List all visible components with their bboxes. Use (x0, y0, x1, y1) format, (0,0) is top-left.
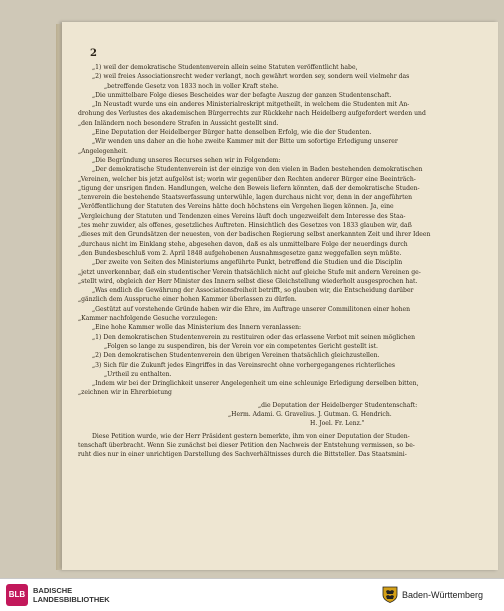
text-line: „den Inländern noch besondere Strafen in Aussicht gestellt sind. (78, 119, 279, 127)
library-name-line1: BADISCHE (33, 586, 73, 595)
text-line: „Wir wenden uns daher an die hohe zweite Kammer mit der Bitte um sofortige Erledigung unserer (92, 138, 398, 146)
text-line: „Indem wir bei der Dringlichkeit unserer Angelegenheit um eine schleunige Erledigung derselben bitten, (92, 380, 419, 388)
text-line: „Herm. Adami. G. Gravelius. J. Gutman. G. Hendrich. (228, 410, 392, 418)
text-line: „1) Den demokratischen Studentenverein zu restituiren oder das erlassene Verbot mit seinen möglichen (92, 333, 416, 341)
text-line: „tenverein die bestehende Staatsverfassung unterwühle, lagen durchaus nicht vor, denn in der angeführten (78, 194, 413, 202)
text-line: „Die Begründung unseres Recurses sehen wir in Folgendem: (92, 156, 281, 164)
text-line: „Urtheil zu enthalten. (104, 370, 172, 378)
text-line: „Was endlich die Gewährung der Associationsfreiheit betrifft, so glauben wir, die Entscheidung darüber (92, 287, 414, 295)
state-name[interactable]: Baden-Württemberg (402, 590, 484, 600)
text-line: „jetzt unverkennbar, daß ein studentischer Verein thatsächlich nicht auf gleiche Stufe mit andern Vereinen ge- (78, 268, 421, 276)
text-line: „durchaus nicht im Einklang stehe, abgesehen davon, daß es als unmittelbare Folge der neuerdings durch (78, 240, 408, 248)
text-line: „3) Sich für die Zukunft jedes Eingriffes in das Vereinsrecht ohne vorhergegangenes richterliches (92, 361, 396, 369)
text-line: H. Joel. Fr. Lenz." (310, 420, 365, 428)
footer-bar (0, 578, 504, 611)
text-line: „Folgen so lange zu suspendiren, bis der Verein vor ein competentes Gericht gestellt ist. (104, 342, 378, 350)
text-line: „Eine Deputation der Heidelberger Bürger hatte denselben Erfolg, wie die der Studenten. (92, 129, 372, 137)
text-line: Diese Petition wurde, wie der Herr Präsident gestern bemerkte, ihm von einer Deputation der Studen- (92, 432, 410, 440)
text-line: „betreffende Gesetz von 1833 noch in voller Kraft stehe. (104, 82, 279, 90)
text-line: „gänzlich dem Ausspruche einer hohen Kammer überlassen zu dürfen. (78, 296, 297, 304)
text-line: „Gestützt auf vorstehende Gründe haben wir die Ehre, im Auftrage unserer Commilitonen einer hohen (92, 305, 411, 313)
text-line: „Angelegenheit. (78, 147, 128, 155)
library-name[interactable] (33, 586, 110, 604)
text-line: „Veröffentlichung der Statuten des Vereins hätte doch höchstens ein Vergehen liegen können. Ja, eine (78, 203, 394, 211)
text-line: „Eine hohe Kammer wolle das Ministerium des Innern veranlassen: (92, 324, 302, 332)
text-line: „die Deputation der Heidelberger Studentenschaft: (258, 401, 418, 409)
text-line: „tes mehr zuwider, als offenes, gesetzliches Auftreten. Hinsichtlich des Gesetzes von 1833 glauben wir, daß (78, 222, 412, 230)
library-name-line2: LANDESBIBLIOTHEK (33, 595, 110, 604)
text-line: drohung des Verlustes des akademischen Bürgerrechts zur Rückkehr nach Heidelberg aufgefordert werden und (78, 110, 426, 118)
text-line: „tigung der unsrigen finden. Handlungen, welche den Beweis liefern könnten, daß der demokratische Studen- (78, 184, 420, 192)
text-line: „Kammer nachfolgende Gesuche vorzulegen: (78, 315, 218, 323)
text-line: ruht dies nur in einer unrichtigen Darstellung des Sachverhältnisses durch die Bittsteller. Das Staatsmini- (78, 451, 407, 459)
text-line: „Der zweite von Seiten des Ministeriums angeführte Punkt, betreffend die Studien und die Disciplin (92, 259, 403, 267)
text-line: „dieses mit den Grundsätzen der neuesten, von der badischen Regierung selbst anerkannten Zeit und ihrer Ideen (78, 231, 431, 239)
text-line: „Vereinen, welcher bis jetzt aufgelöst ist; worin wir gegenüber den Rechten anderer Bürger eine Beeinträch- (78, 175, 416, 183)
document-text (78, 63, 490, 459)
text-line: „Die unmittelbare Folge dieses Bescheides war der befagte Auszug der ganzen Studentenschaft. (92, 91, 392, 99)
text-line: „Vergleichung der Statuten und Tendenzen eines Vereins läuft doch ungezweifelt dem Interesse des Staa- (78, 212, 406, 220)
text-line: „stellt wird, obgleich der Herr Minister des Innern selbst diese Gleichstellung wiederholt ausgesprochen hat. (78, 277, 418, 285)
text-line: „Der demokratische Studentenverein ist der einzige von den vielen in Baden bestehenden demokratischen (92, 166, 423, 174)
blb-logo-icon[interactable]: BLB (6, 584, 28, 606)
text-line: „In Neustadt wurde uns ein anderes Ministerialreskript mitgetheilt, in welchem die Studenten mit An- (92, 101, 410, 109)
text-line: tenschaft überbracht. Wenn Sie zunächst bei dieser Petition den Nachweis der Entstehung vermissen, so be- (78, 441, 415, 449)
coat-of-arms-icon (382, 586, 398, 603)
text-line: „den Bundesbeschluß vom 2. April 1848 aufgehobenen Ausnahmsgesetze ganz weggefallen seyn müßte. (78, 249, 402, 257)
page-number: 2 (90, 48, 97, 59)
text-line: „1) weil der demokratische Studentenverein allein seine Statuten veröffentlicht habe, (92, 64, 358, 71)
text-line: „2) Den demokratischen Studentenverein den übrigen Vereinen thatsächlich gleichzustellen. (92, 352, 380, 360)
text-line: „2) weil freies Associationsrecht weder verlangt, noch gewährt worden sey, sondern weil vielmehr das (92, 73, 410, 81)
text-line: „zeichnen wir in Ehrerbietung (78, 389, 172, 397)
